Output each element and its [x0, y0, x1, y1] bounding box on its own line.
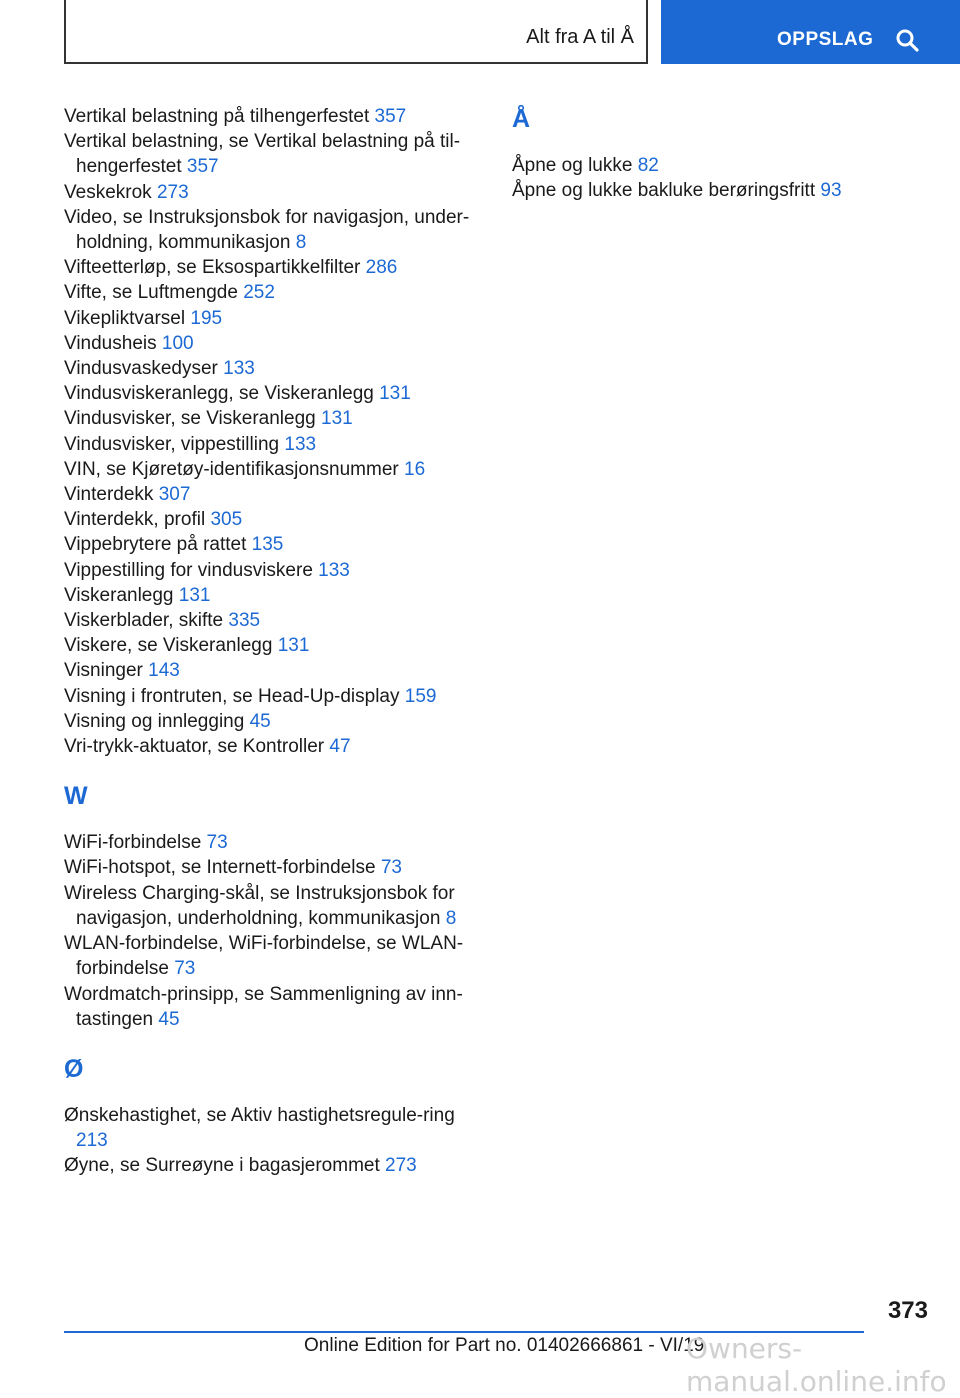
page-link[interactable]: 45 [249, 710, 271, 732]
index-entry: Vifteetterløp, se Eksospartikkelfilter 286 [64, 257, 398, 279]
page-link[interactable]: 131 [277, 635, 310, 657]
page-link[interactable]: 273 [156, 181, 189, 203]
page-link[interactable]: 8 [295, 232, 307, 254]
page-link[interactable]: 73 [380, 857, 402, 879]
index-entry: Vinterdekk, profil 305 [64, 509, 243, 531]
section-letter-aa: Å [512, 105, 531, 133]
index-entry: Ønskehastighet, se Aktiv hastighetsregule-ring 213 [64, 1104, 455, 1152]
index-entry: WiFi-hotspot, se Internett-forbindelse 73 [64, 857, 402, 879]
page-link[interactable]: 100 [161, 332, 194, 354]
page-link[interactable]: 82 [637, 155, 659, 176]
index-entry: Åpne og lukke 82 [512, 155, 659, 176]
page-link[interactable]: 133 [284, 433, 317, 455]
page-link[interactable]: 307 [158, 484, 191, 506]
page-link[interactable]: 131 [321, 408, 353, 430]
index-entry: Vippestilling for vindusviskere 133 [64, 559, 350, 581]
page-link[interactable]: 135 [251, 534, 284, 556]
tab-label: OPPSLAG [777, 29, 874, 50]
page-link[interactable]: 357 [374, 106, 407, 127]
page-link[interactable]: 45 [158, 1008, 180, 1030]
index-entry: Visning i frontruten, se Head-Up-display 159 [64, 685, 437, 707]
page-link[interactable]: 335 [228, 610, 261, 632]
index-entry: Viskeranlegg 131 [64, 584, 211, 606]
index-entry: Øyne, se Surreøyne i bagasjerommet 273 [64, 1155, 417, 1177]
edition-footer: Online Edition for Part no. 01402666861 - VI/19 [304, 1335, 705, 1356]
index-entry: Åpne og lukke bakluke berøringsfritt 93 [512, 180, 842, 202]
index-entry: Vindusvisker, vippestilling 133 [64, 433, 317, 455]
index-entry: Visninger 143 [64, 660, 180, 682]
header-title-box [64, 0, 648, 64]
page-link[interactable]: 305 [210, 509, 243, 531]
page-link[interactable]: 133 [223, 358, 255, 380]
page-link[interactable]: 131 [379, 383, 411, 405]
page-link[interactable]: 73 [174, 958, 196, 980]
index-entry: Wireless Charging-skål, se Instruksjonsbok for navigasjon, underholdning, kommunikasjon 8 [64, 882, 457, 929]
index-entry: Vinterdekk 307 [64, 484, 191, 506]
section-tab-oppslag[interactable] [661, 0, 960, 64]
index-entry: Vifte, se Luftmengde 252 [64, 282, 275, 304]
page-link[interactable]: 273 [385, 1155, 417, 1177]
page-link[interactable]: 8 [445, 907, 457, 929]
index-entry: Vindusviskeranlegg, se Viskeranlegg 131 [64, 383, 411, 405]
index-column-left [64, 104, 474, 1179]
page-link[interactable]: 213 [76, 1130, 108, 1152]
page-link[interactable]: 16 [404, 458, 426, 480]
page-link[interactable]: 252 [243, 282, 275, 304]
index-entry: Veskekrok 273 [64, 181, 189, 203]
page-link[interactable]: 73 [206, 832, 228, 854]
page-link[interactable]: 159 [404, 685, 437, 707]
index-column-right [512, 104, 912, 203]
search-icon[interactable] [895, 28, 919, 52]
index-entry: Vertikal belastning på tilhengerfestet 357 [64, 106, 407, 127]
index-entry: Vertikal belastning, se Vertikal belastning på til-hengerfestet 357 [64, 131, 461, 178]
index-entry: Wordmatch-prinsipp, se Sammenligning av inn-tastingen 45 [64, 983, 463, 1030]
page-link[interactable]: 195 [190, 307, 223, 329]
watermark: Owners-manual.online.info [686, 1332, 947, 1398]
section-letter-w: W [64, 782, 88, 811]
index-entry: Vippebrytere på rattet 135 [64, 534, 284, 556]
page-link[interactable]: 47 [329, 736, 351, 758]
chapter-title: Alt fra A til Å [526, 26, 634, 48]
index-entry: VIN, se Kjøretøy-identifikasjonsnummer 16 [64, 458, 426, 480]
index-entry: Vindusheis 100 [64, 332, 194, 354]
page-link[interactable]: 133 [318, 559, 350, 581]
index-entry: Visning og innlegging 45 [64, 710, 271, 732]
page-number: 373 [887, 1297, 928, 1324]
index-entry: Vindusvisker, se Viskeranlegg 131 [64, 408, 353, 430]
index-entry: Vri-trykk-aktuator, se Kontroller 47 [64, 736, 351, 758]
section-letter-oe: Ø [64, 1054, 84, 1083]
index-entry: WLAN-forbindelse, WiFi-forbindelse, se WLAN-forbindelse 73 [64, 933, 464, 980]
index-entry: Viskerblader, skifte 335 [64, 610, 261, 632]
page-link[interactable]: 143 [148, 660, 180, 682]
index-entry: Video, se Instruksjonsbok for navigasjon, under-holdning, kommunikasjon 8 [64, 206, 470, 254]
index-entry: Viskere, se Viskeranlegg 131 [64, 635, 310, 657]
index-entry: Vindusvaskedyser 133 [64, 358, 255, 380]
page-link[interactable]: 131 [178, 584, 211, 606]
page-link[interactable]: 286 [365, 257, 398, 279]
page-link[interactable]: 357 [186, 156, 219, 178]
index-entry: WiFi-forbindelse 73 [64, 832, 228, 854]
page-link[interactable]: 93 [820, 180, 842, 202]
index-entry: Vikepliktvarsel 195 [64, 307, 223, 329]
